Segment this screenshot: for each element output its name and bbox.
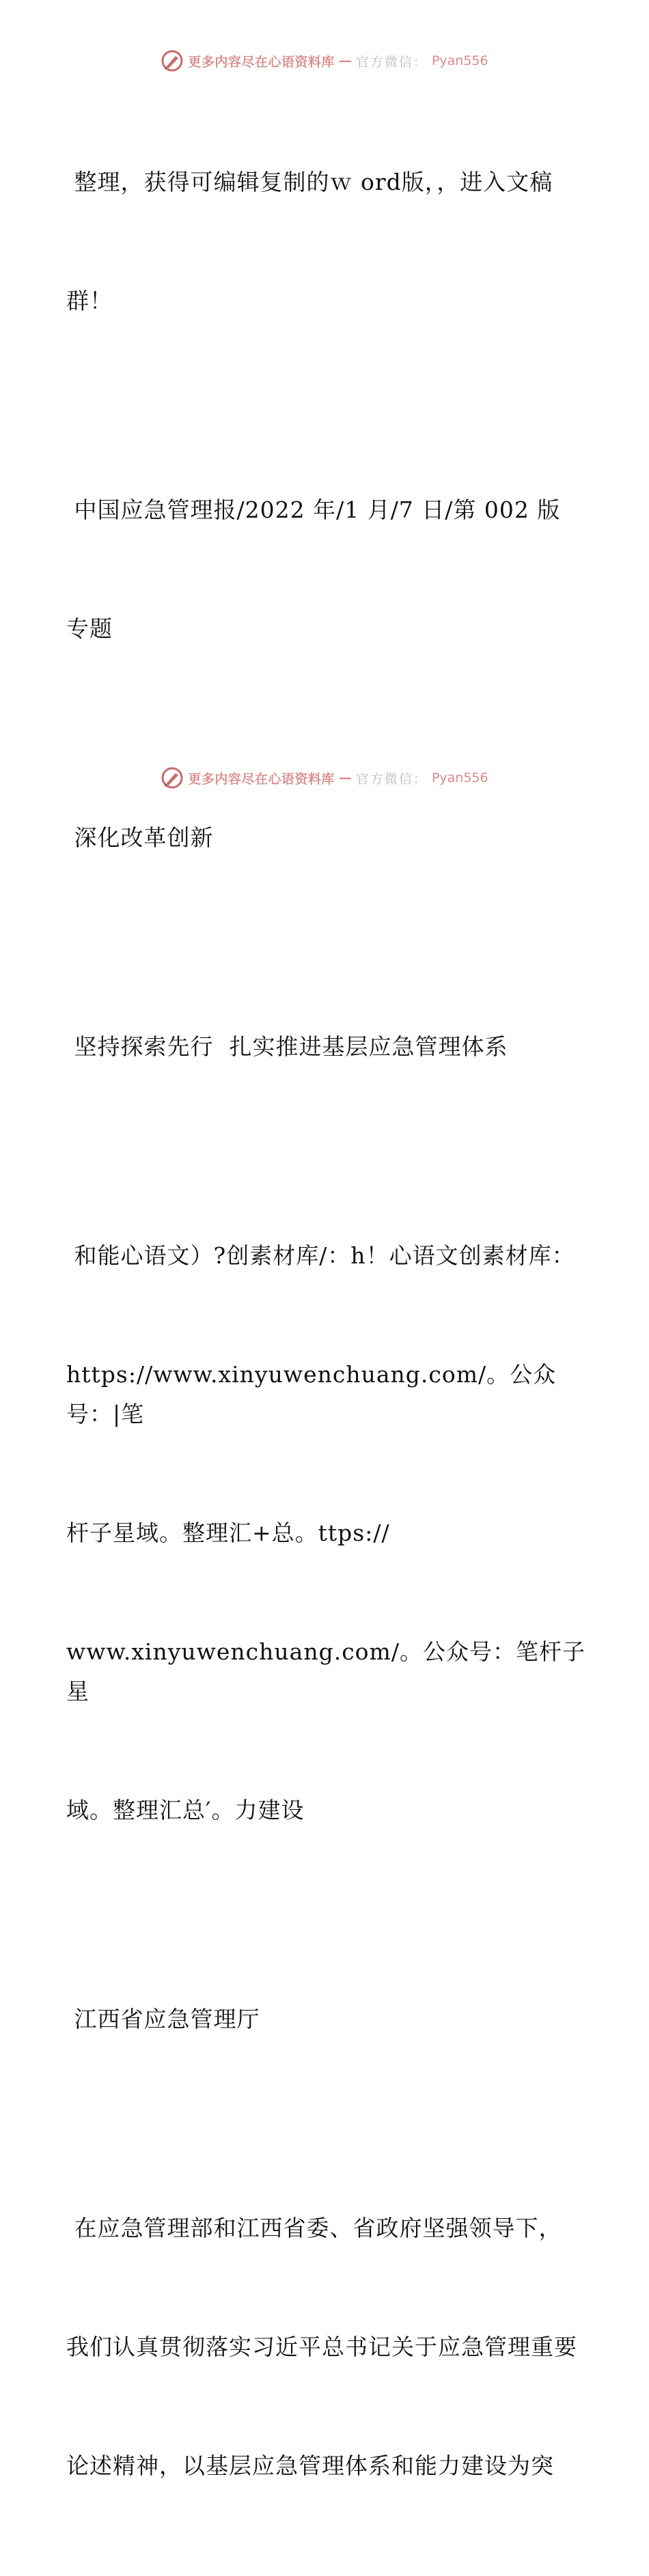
watermark-id: Pyan556 <box>431 770 488 785</box>
paragraph-intro <box>66 83 585 400</box>
watermark-label: 官方微信： <box>355 771 428 787</box>
text-line: 中国应急管理报/2022 年/1 月/7 日/第 002 版 <box>66 496 561 523</box>
watermark-dash: — <box>338 53 352 68</box>
watermark-label: 官方微信： <box>355 54 428 70</box>
text-line: 专题 <box>66 615 113 642</box>
pen-logo-icon <box>161 766 184 789</box>
watermark-brand: 更多内容尽在心语资料库 <box>188 54 335 70</box>
paragraph-body <box>66 2129 585 2565</box>
paragraph-title <box>66 948 585 1146</box>
header-watermark <box>0 49 649 72</box>
watermark-id: Pyan556 <box>431 53 488 68</box>
text-line: https://www.xinyuwenchuang.com/。公众号：|笔 <box>66 1361 557 1427</box>
paragraph-source <box>66 411 585 728</box>
footer-watermark <box>0 766 649 789</box>
text-line: www.xinyuwenchuang.com/。公众号：笔杆子星 <box>66 1638 585 1705</box>
text-line: 论述精神，以基层应急管理体系和能力建设为突 <box>66 2452 554 2479</box>
text-line: 坚持探索先行 扎实推进基层应急管理体系 <box>66 1033 508 1060</box>
text-line: 在应急管理部和江西省委、省政府坚强领导下， <box>66 2215 562 2241</box>
pen-logo-icon <box>161 49 184 72</box>
watermark-dash: — <box>338 770 352 785</box>
text-line: 群！ <box>66 288 113 314</box>
text-line: 和能心语文）?创素材库/：h！心语文创素材库： <box>66 1242 575 1269</box>
paragraph-links <box>66 1157 585 1909</box>
text-line: 我们认真贯彻落实习近平总书记关于应急管理重要 <box>66 2334 577 2360</box>
text-line: 深化改革创新 <box>66 824 214 851</box>
watermark-brand: 更多内容尽在心语资料库 <box>188 771 335 787</box>
document-body <box>66 83 585 2576</box>
text-line: 江西省应急管理厅 <box>66 2006 260 2032</box>
text-line: 整理，获得可编辑复制的ｗ ord版，，进入文稿 <box>66 169 553 195</box>
paragraph-author <box>66 1920 585 2118</box>
text-line: 杆子星域。整理汇+总。ttps:// <box>66 1520 390 1546</box>
text-line: 域。整理汇总′。力建设 <box>66 1797 305 1823</box>
